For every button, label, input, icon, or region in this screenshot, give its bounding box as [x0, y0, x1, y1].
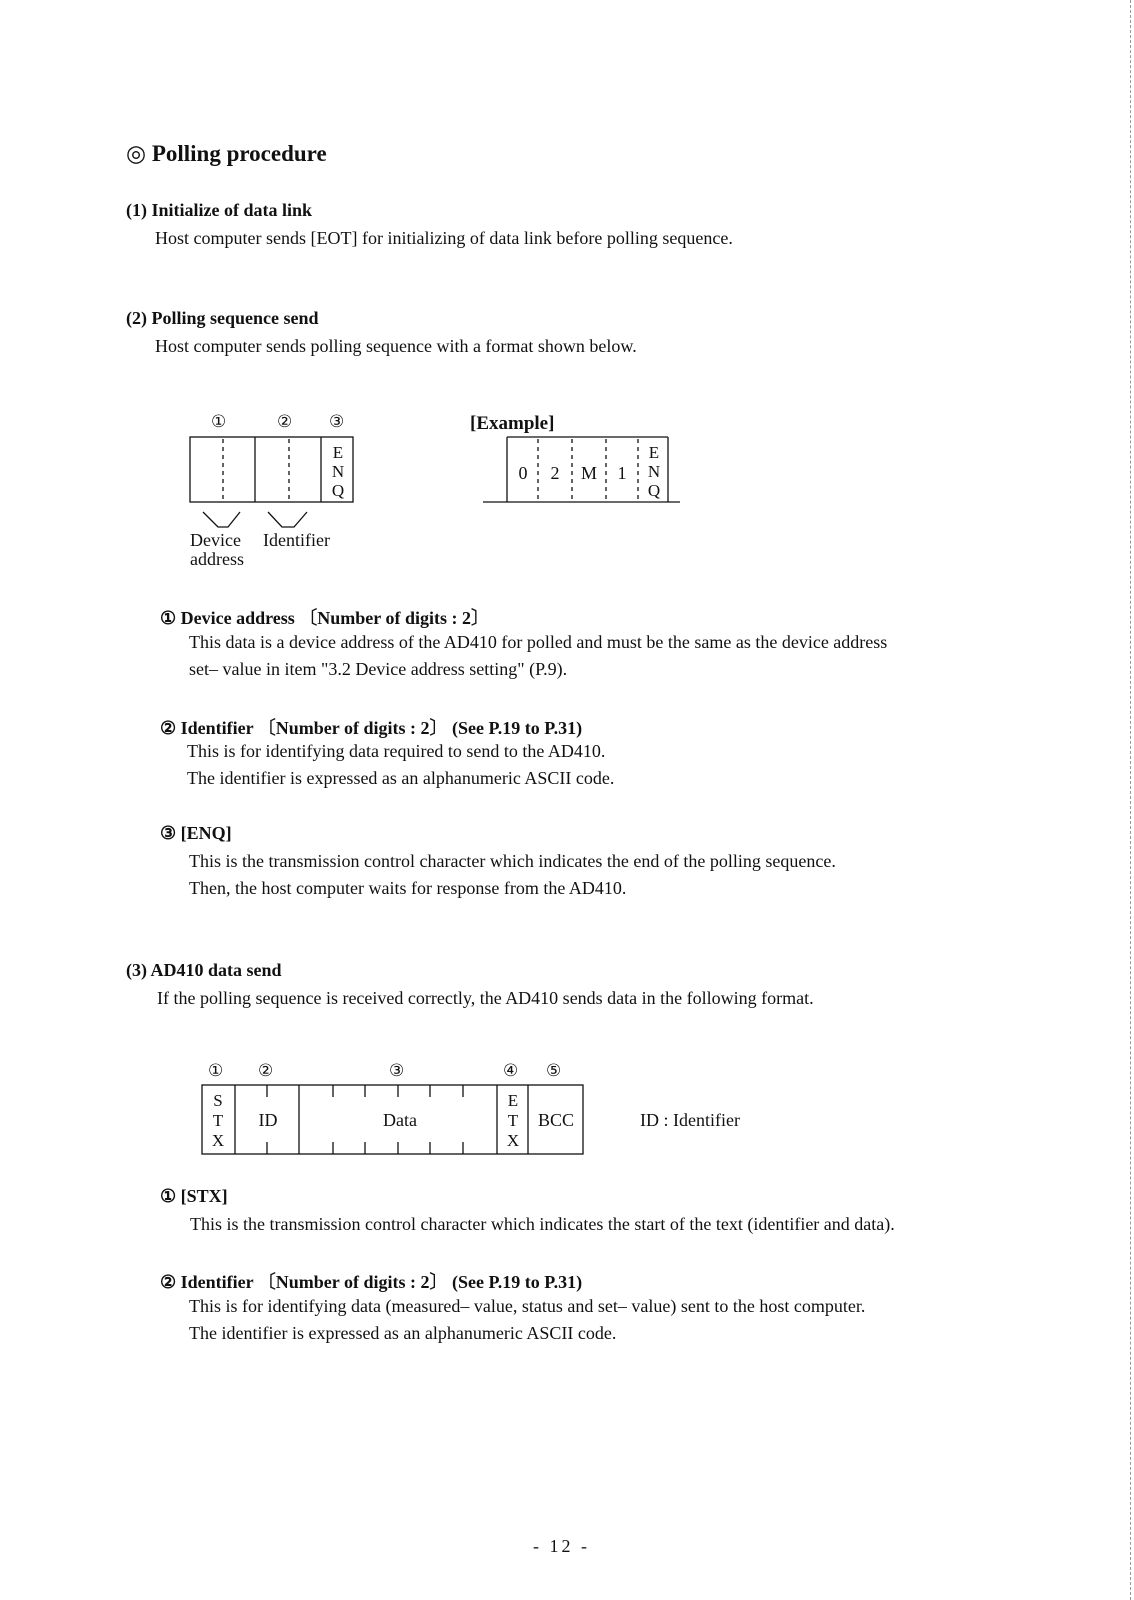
enq-letter-n: N	[331, 462, 345, 481]
data-marker-2: ②	[258, 1061, 274, 1080]
item-enq-heading: ③ [ENQ]	[160, 823, 232, 843]
etx-letter-x: X	[506, 1131, 520, 1150]
example-enq-q: Q	[647, 481, 661, 500]
section-3-text: If the polling sequence is received correctly, the AD410 sends data in the following format.	[157, 988, 814, 1008]
bcc-cell-label: BCC	[537, 1110, 575, 1130]
enq-letter-q: Q	[331, 481, 345, 500]
example-cell-1: 1	[617, 463, 627, 483]
data-marker-1: ①	[208, 1061, 224, 1080]
marker-3: ③	[329, 412, 345, 431]
item-device-address-heading: ① Device address 〔Number of digits : 2〕	[160, 608, 489, 628]
section-3-heading: (3) AD410 data send	[126, 960, 282, 980]
item-device-address-line-2: set– value in item "3.2 Device address setting" (P.9).	[189, 659, 568, 679]
stx-letter-x: X	[211, 1131, 225, 1150]
example-cell-m: M	[580, 463, 597, 483]
item-enq-line-1: This is the transmission control character which indicates the end of the polling sequence.	[189, 851, 836, 871]
etx-letter-e: E	[507, 1091, 519, 1110]
page-number: - 12 -	[533, 1536, 590, 1556]
data-cell-label: Data	[383, 1110, 417, 1130]
label-address: address	[190, 549, 244, 569]
id-legend: ID : Identifier	[640, 1110, 740, 1130]
item-identifier-2-line-1: This is for identifying data (measured– value, status and set– value) sent to the host computer.	[189, 1296, 866, 1316]
example-cell-0: 0	[518, 463, 528, 483]
id-cell-label: ID	[258, 1110, 278, 1130]
label-identifier: Identifier	[263, 530, 330, 550]
marker-2: ②	[277, 412, 293, 431]
example-label: [Example]	[470, 413, 555, 434]
item-identifier-line-2: The identifier is expressed as an alphanumeric ASCII code.	[187, 768, 615, 788]
example-enq-e: E	[648, 443, 660, 462]
example-enq-n: N	[647, 462, 661, 481]
section-1-text: Host computer sends [EOT] for initializing of data link before polling sequence.	[155, 228, 733, 248]
enq-letter-e: E	[332, 443, 344, 462]
item-device-address-line-1: This data is a device address of the AD410 for polled and must be the same as the device address	[189, 632, 888, 652]
marker-1: ①	[211, 412, 227, 431]
page-title: ◎ Polling procedure	[126, 141, 327, 166]
item-identifier-heading: ② Identifier 〔Number of digits : 2〕 (See P.19 to P.31)	[160, 718, 583, 738]
data-marker-5: ⑤	[546, 1061, 562, 1080]
data-marker-4: ④	[503, 1061, 519, 1080]
item-identifier-2-heading: ② Identifier 〔Number of digits : 2〕 (See P.19 to P.31)	[160, 1272, 583, 1292]
data-marker-3: ③	[389, 1061, 405, 1080]
item-stx-line-1: This is the transmission control character which indicates the start of the text (identifier and data).	[190, 1214, 895, 1234]
etx-letter-t: T	[507, 1111, 519, 1130]
item-enq-line-2: Then, the host computer waits for response from the AD410.	[189, 878, 627, 898]
label-device: Device	[190, 530, 241, 550]
section-2-heading: (2) Polling sequence send	[126, 308, 319, 328]
stx-letter-t: T	[212, 1111, 224, 1130]
section-1-heading: (1) Initialize of data link	[126, 200, 313, 220]
stx-letter-s: S	[213, 1091, 223, 1110]
item-identifier-line-1: This is for identifying data required to send to the AD410.	[187, 741, 606, 761]
section-2-text: Host computer sends polling sequence with a format shown below.	[155, 336, 637, 356]
item-identifier-2-line-2: The identifier is expressed as an alphanumeric ASCII code.	[189, 1323, 617, 1343]
example-cell-2: 2	[550, 463, 560, 483]
item-stx-heading: ① [STX]	[160, 1186, 228, 1206]
